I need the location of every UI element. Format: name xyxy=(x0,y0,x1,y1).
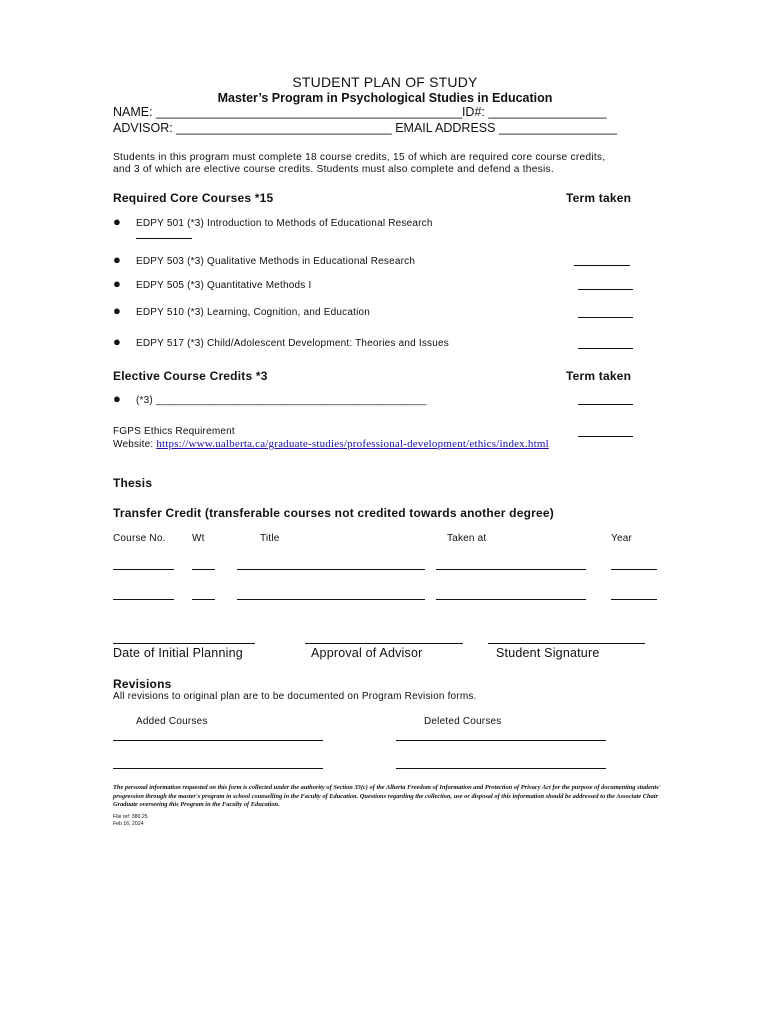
transfer-taken-field[interactable] xyxy=(436,569,586,570)
core-course-501: EDPY 501 (*3) Introduction to Methods of Educational Research xyxy=(136,218,433,229)
revisions-note: All revisions to original plan are to be documented on Program Revision forms. xyxy=(113,691,477,702)
deleted-course-field[interactable] xyxy=(396,768,606,769)
deleted-course-field[interactable] xyxy=(396,740,606,741)
added-course-field[interactable] xyxy=(113,768,323,769)
elective-term-heading: Term taken xyxy=(566,369,632,383)
term-field-503[interactable] xyxy=(574,265,630,266)
elective-course-field[interactable]: (*3) _______________________________________________ xyxy=(136,395,427,406)
intro-line-1: Students in this program must complete 18 course credits, 15 of which are required core course credits, xyxy=(113,152,606,163)
core-course-503: EDPY 503 (*3) Qualitative Methods in Educational Research xyxy=(136,256,416,267)
added-course-field[interactable] xyxy=(113,740,323,741)
file-ref: File ref: 380.25 xyxy=(113,814,148,820)
added-courses-label: Added Courses xyxy=(136,716,208,727)
advisor-approval-label: Approval of Advisor xyxy=(311,646,423,660)
col-year: Year xyxy=(611,533,633,544)
transfer-title-field[interactable] xyxy=(237,599,425,600)
form-date: Feb 16, 2024 xyxy=(113,821,144,827)
bullet-icon: ● xyxy=(113,276,121,291)
date-signature-line[interactable] xyxy=(113,643,255,644)
core-heading: Required Core Courses *15 xyxy=(113,191,274,205)
bullet-icon: ● xyxy=(113,391,121,406)
term-field-510[interactable] xyxy=(578,317,633,318)
core-course-505: EDPY 505 (*3) Quantitative Methods I xyxy=(136,280,312,291)
transfer-year-field[interactable] xyxy=(611,569,657,570)
privacy-notice: The personal information requested on this form is collected under the authority of Section 33(c) of the Alberta Freedom of Information and Protection of Privacy Act for the purpose of documenting students' progression through the master's program in school counselling in the Faculty of Education. Questions regarding the collection, use or disposal of this information should be addressed to the Associate Chair Graduate overseeing this Program in the Faculty of Education. xyxy=(113,784,661,809)
name-id-line[interactable]: NAME: ____________________________________________ID#: _________________ xyxy=(113,105,607,119)
intro-line-2: and 3 of which are elective course credits. Students must also complete and defend a thesis. xyxy=(113,164,554,175)
term-field-517[interactable] xyxy=(578,348,633,349)
student-signature-label: Student Signature xyxy=(496,646,600,660)
page-title: STUDENT PLAN OF STUDY xyxy=(292,74,478,90)
transfer-title-field[interactable] xyxy=(237,569,425,570)
date-label: Date of Initial Planning xyxy=(113,646,243,660)
revisions-heading: Revisions xyxy=(113,677,172,691)
core-course-517: EDPY 517 (*3) Child/Adolescent Development: Theories and Issues xyxy=(136,338,449,349)
bullet-icon: ● xyxy=(113,303,121,318)
transfer-course-field[interactable] xyxy=(113,569,174,570)
col-taken-at: Taken at xyxy=(447,533,487,544)
bullet-icon: ● xyxy=(113,252,121,267)
col-title: Title xyxy=(260,533,280,544)
advisor-email-line[interactable]: ADVISOR: _______________________________ EMAIL ADDRESS _________________ xyxy=(113,121,618,135)
col-course-no: Course No. xyxy=(113,533,166,544)
ethics-website-row xyxy=(113,438,549,450)
student-signature-line[interactable] xyxy=(488,643,645,644)
core-course-510: EDPY 510 (*3) Learning, Cognition, and Education xyxy=(136,307,371,318)
ethics-link[interactable]: https://www.ualberta.ca/graduate-studies/professional-development/ethics/index.html xyxy=(156,438,549,450)
website-label: Website: xyxy=(113,439,154,450)
core-term-heading: Term taken xyxy=(566,191,632,205)
bullet-icon: ● xyxy=(113,334,121,349)
ethics-term-field[interactable] xyxy=(578,436,633,437)
term-field-elective[interactable] xyxy=(578,404,633,405)
advisor-signature-line[interactable] xyxy=(305,643,463,644)
transfer-taken-field[interactable] xyxy=(436,599,586,600)
elective-heading: Elective Course Credits *3 xyxy=(113,369,268,383)
thesis-heading: Thesis xyxy=(113,476,153,490)
transfer-wt-field[interactable] xyxy=(192,569,215,570)
term-field-501[interactable] xyxy=(136,238,192,239)
transfer-heading: Transfer Credit (transferable courses not credited towards another degree) xyxy=(113,506,554,520)
transfer-year-field[interactable] xyxy=(611,599,657,600)
term-field-505[interactable] xyxy=(578,289,633,290)
deleted-courses-label: Deleted Courses xyxy=(424,716,502,727)
bullet-icon: ● xyxy=(113,214,121,229)
transfer-wt-field[interactable] xyxy=(192,599,215,600)
page-subtitle: Master’s Program in Psychological Studies in Education xyxy=(217,91,553,105)
ethics-label: FGPS Ethics Requirement xyxy=(113,426,235,437)
col-wt: Wt xyxy=(192,533,205,544)
transfer-course-field[interactable] xyxy=(113,599,174,600)
